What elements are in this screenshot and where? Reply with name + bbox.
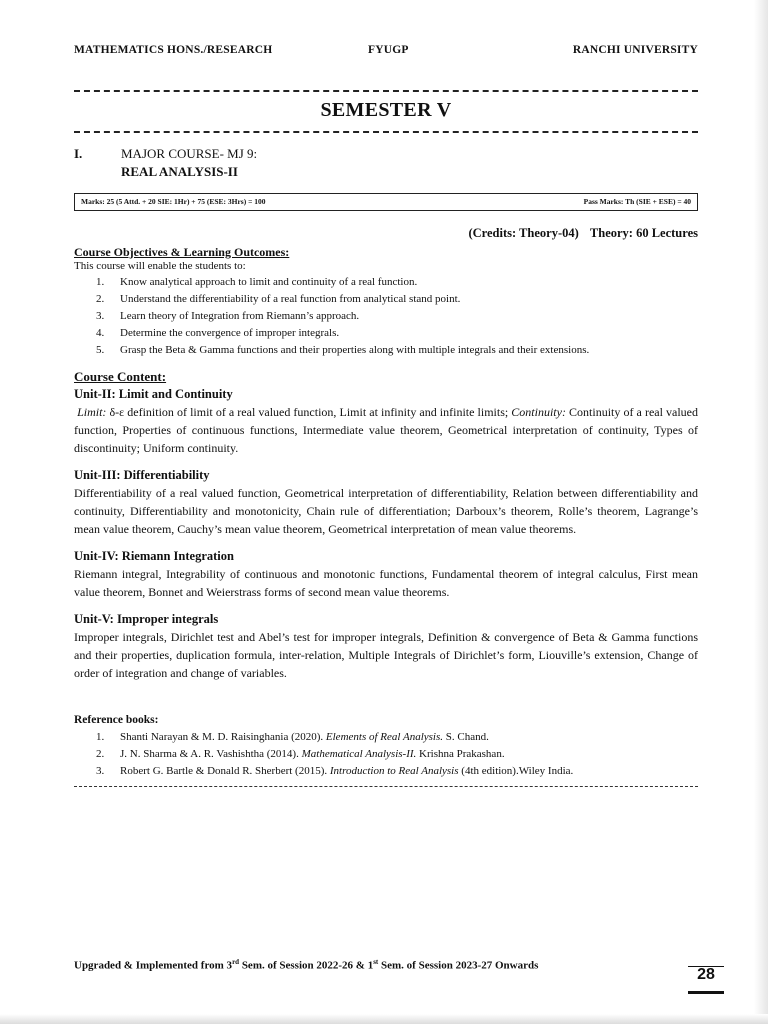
list-item: 2. J. N. Sharma & A. R. Vashishtha (2014). Mathematical Analysis-II. Krishna Prakashan. xyxy=(96,748,505,760)
divider-line xyxy=(74,786,698,787)
list-item: 4. Determine the convergence of improper integrals. xyxy=(96,327,340,339)
unit-2 xyxy=(74,385,698,457)
content-heading: Course Content: xyxy=(74,369,167,384)
pass-marks: Pass Marks: Th (SIE + ESE) = 40 xyxy=(583,197,691,206)
unit-body: Riemann integral, Integrability of continuous and monotonic functions, Fundamental theorem of integral calculus, First mean value theorem, Bonnet and Weierstrass forms of second mean value theorems. xyxy=(74,567,698,599)
unit-4 xyxy=(74,547,698,601)
marks-box xyxy=(74,193,698,211)
divider-line xyxy=(74,131,698,133)
objectives-list xyxy=(74,274,698,359)
page-number: 28 xyxy=(697,966,715,983)
objectives-heading: Course Objectives & Learning Outcomes: xyxy=(74,245,290,259)
header-university: RANCHI UNIVERSITY xyxy=(572,44,698,56)
page-number-rule xyxy=(688,991,724,994)
credits-line xyxy=(468,226,698,241)
course-code: MAJOR COURSE- MJ 9: xyxy=(121,146,258,161)
list-item: 5. Grasp the Beta & Gamma functions and their properties along with multiple integrals and their extensions. xyxy=(96,344,590,356)
references-section xyxy=(74,714,698,780)
page-footer: Upgraded & Implemented from 3rd Sem. of Session 2022-26 & 1st Sem. of Session 2023-27 Onwards xyxy=(74,958,539,972)
list-item: 3. Robert G. Bartle & Donald R. Sherbert (2015). Introduction to Real Analysis (4th edition).Wiley India. xyxy=(96,765,574,777)
objectives-intro: This course will enable the students to: xyxy=(74,260,246,272)
header-program: FYUGP xyxy=(368,44,409,56)
lectures-text: Theory: 60 Lectures xyxy=(589,226,698,240)
course-content-section xyxy=(74,369,698,682)
unit-body: Improper integrals, Dirichlet test and Abel’s test for improper integrals, Definition & convergence of Beta & Gamma functions and their properties, duplication formula, inter-relation, Multiple Integrals of Dirichlet’s form, Liouville’s extension, Change of order of integration and change of variables. xyxy=(74,630,698,680)
unit-body: Limit: δ-ε definition of limit of a real valued function, Limit at infinity and infinite limits; Continuity: Continuity of a real valued function, Properties of continuous functions, Intermediate value theorem, Geometrical interpretation of continuity, Types of discontinuity; Uniform continuity. xyxy=(74,405,698,455)
list-item: 2. Understand the differentiability of a real function from analytical stand point. xyxy=(96,293,461,305)
credits-text: (Credits: Theory-04) xyxy=(468,226,579,240)
unit-title: Unit-II: Limit and Continuity xyxy=(74,387,233,401)
semester-title: SEMESTER V xyxy=(320,99,452,121)
list-item: 1. Shanti Narayan & M. D. Raisinghania (2020). Elements of Real Analysis. S. Chand. xyxy=(96,731,489,743)
unit-5 xyxy=(74,610,698,682)
list-item: 3. Learn theory of Integration from Riemann’s approach. xyxy=(96,310,360,322)
references-heading: Reference books: xyxy=(74,714,159,726)
header-subject: MATHEMATICS HONS./RESEARCH xyxy=(74,44,273,56)
marks-distribution: Marks: 25 (5 Attd. + 20 SIE: 1Hr) + 75 (ESE: 3Hrs) = 100 xyxy=(81,197,266,206)
page-header xyxy=(74,44,698,60)
unit-title: Unit-III: Differentiability xyxy=(74,468,210,482)
references-list xyxy=(74,729,698,780)
unit-title: Unit-IV: Riemann Integration xyxy=(74,549,234,563)
divider-line xyxy=(74,90,698,92)
list-item: 1. Know analytical approach to limit and continuity of a real function. xyxy=(96,276,418,288)
unit-body: Differentiability of a real valued function, Geometrical interpretation of differentiability, Relation between differentiability and continuity, Differentiability and monotonicity, Chain rule of differentiation; Darboux’s theorem, Rolle’s theorem, Lagrange’s mean value theorem, Cauchy’s mean value theorem, Geometrical interpretation of mean value theorems. xyxy=(74,486,698,536)
objectives-section xyxy=(74,245,698,359)
course-name: REAL ANALYSIS-II xyxy=(121,164,238,179)
page-edge-shadow xyxy=(754,0,768,1024)
unit-title: Unit-V: Improper integrals xyxy=(74,612,219,626)
page-edge-shadow xyxy=(0,1014,768,1024)
unit-3 xyxy=(74,466,698,538)
course-number: I. xyxy=(74,146,83,161)
